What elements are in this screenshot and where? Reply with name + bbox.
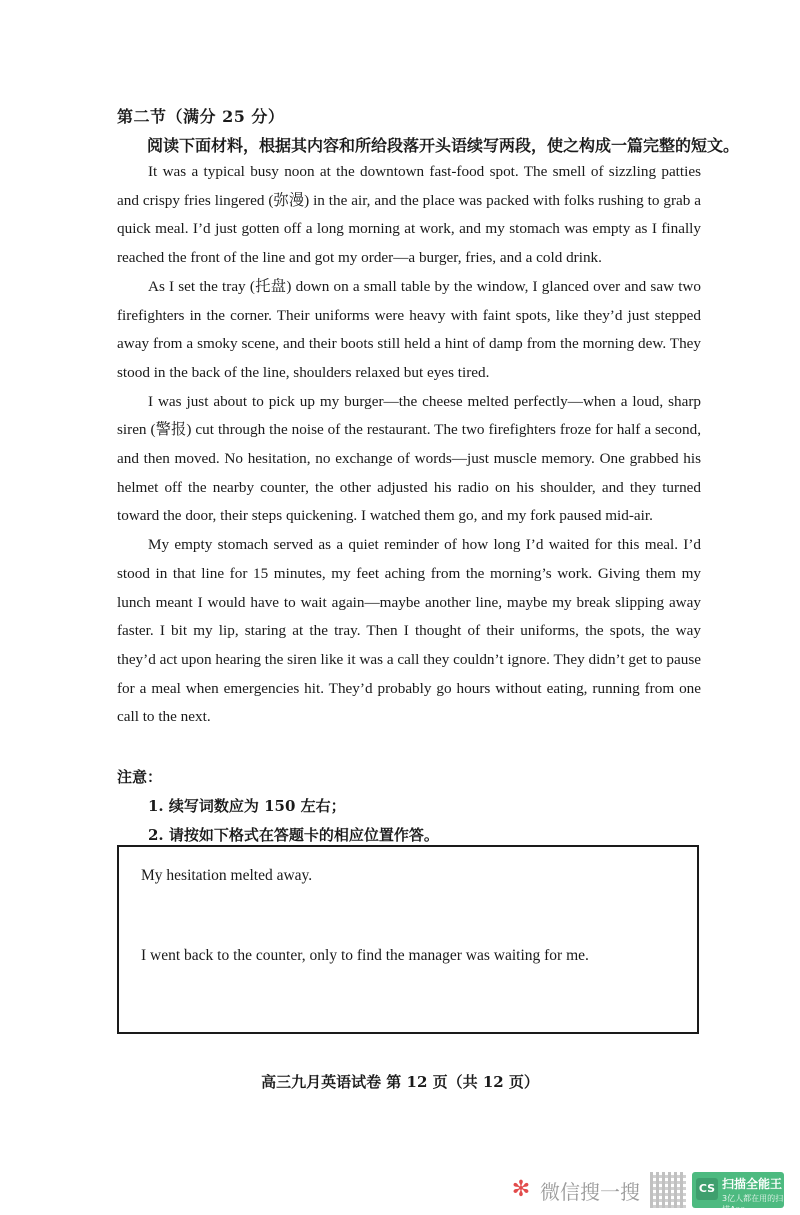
passage-paragraph-3: I was just about to pick up my burger—the cheese melted perfectly—when a loud, sharp siren (警报) cut through the noise of the restaurant. The two firefighters froze for half a second, and then moved. No hesitation, no exchange of words—just muscle memory. One grabbed his helmet off the nearby counter, the other adjusted his radio on his shoulder, and they turned toward the door, their steps quickening. I watched them go, and my fork paused mid-air. [117,392,701,525]
reading-passage [117,158,701,732]
passage-paragraph-1: It was a typical busy noon at the downtown fast-food spot. The smell of sizzling patties and crispy fries lingered (弥漫) in the air, and the place was packed with folks rushing to grab a quick meal. I’d just gotten off a long morning at work, and my stomach was empty as I finally reached the front of the line and got my order—a burger, fries, and a cold drink. [117,163,701,267]
pinwheel-icon: ✻ [511,1177,531,1202]
cs-logo-icon: CS [696,1178,718,1200]
answer-format-box [117,845,699,1034]
section-title: 第二节（满分 25 分） [117,107,285,126]
paragraph-1-opening: My hesitation melted away. [141,867,313,884]
note-item-1: 1. 续写词数应为 150 左右； [148,797,346,815]
page-footer: 高三九月英语试卷 第 12 页（共 12 页） [261,1073,539,1091]
camscanner-title: 扫描全能王 [722,1177,783,1191]
wechat-search-text: 微信搜一搜 [540,1179,640,1204]
note-item-2: 2. 请按如下格式在答题卡的相应位置作答。 [148,826,439,844]
passage-paragraph-2: As I set the tray (托盘) down on a small table by the window, I glanced over and saw two firefighters in the corner. Their uniforms were heavy with faint spots, like they’d just stepped away from a smoky scene, and their boots still held a hint of damp from the morning dew. They stood in the back of the line, shoulders relaxed but eyes tired. [117,277,701,381]
notes-title: 注意： [117,768,163,786]
paragraph-2-opening: I went back to the counter, only to find the manager was waiting for me. [141,947,589,964]
notes-section [117,763,439,850]
instruction-text: 阅读下面材料，根据其内容和所给段落开头语续写两段，使之构成一篇完整的短文。 [147,136,740,155]
scanner-watermark [500,1166,800,1214]
qr-code-icon [650,1172,686,1208]
passage-paragraph-4: My empty stomach served as a quiet reminder of how long I’d waited for this meal. I’d stood in that line for 15 minutes, my feet aching from the morning’s work. Giving them my lunch meant I would have to wait again—maybe another line, maybe my break slipping away faster. I bit my lip, staring at the tray. Then I thought of their uniforms, the spots, the way they’d act upon hearing the siren like it was a call they couldn’t ignore. They didn’t get to pause for a meal when emergencies hit. They’d probably go hours without eating, running from one call to the next. [117,536,701,726]
camscanner-badge [692,1172,784,1214]
camscanner-subtitle: 3亿人都在用的扫描App [722,1194,784,1214]
